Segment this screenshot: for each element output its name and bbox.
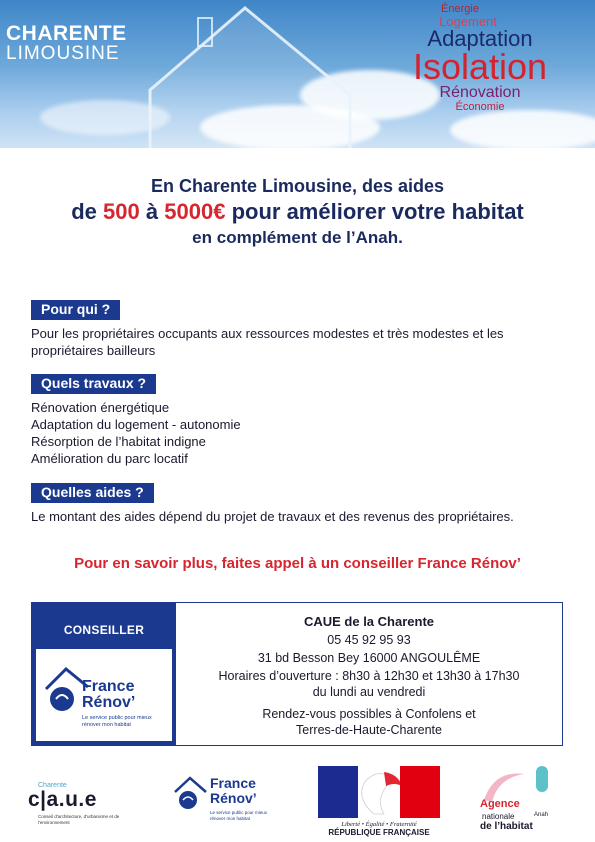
fr-footer-line2: Rénov’	[210, 790, 257, 806]
headline-line2	[0, 197, 595, 227]
headline-rest: pour améliorer votre habitat	[231, 199, 524, 224]
republique-francaise-logo	[318, 760, 440, 837]
caue-small: Charente	[38, 782, 67, 789]
section-title: Pour qui ?	[31, 300, 120, 320]
opening-days: du lundi au vendredi	[312, 685, 426, 699]
logo-line1: CHARENTE	[6, 22, 127, 45]
headline-a: à	[145, 199, 159, 224]
france-renov-footer-logo	[172, 760, 282, 832]
amount-max: 5000€	[164, 199, 226, 224]
fr-brand-line1: France	[82, 678, 135, 695]
rf-name: RÉPUBLIQUE FRANÇAISE	[328, 828, 430, 837]
anah-line3: de l’habitat	[480, 821, 533, 832]
cloud	[450, 110, 595, 148]
section-text: Pour les propriétaires occupants aux ressources modestes et très modestes et les propriétaires bailleurs	[31, 326, 504, 358]
phone-number[interactable]: 05 45 92 95 93	[327, 633, 411, 647]
contact-box	[31, 602, 563, 746]
anah-line2: nationale	[482, 812, 515, 821]
logo-line2: LIMOUSINE	[6, 43, 120, 64]
word-logement: Logement	[439, 14, 497, 29]
rdv-line1: Rendez-vous possibles à Confolens et	[262, 707, 476, 721]
word-energie: Énergie	[441, 3, 479, 15]
rdv-line2: Terres-de-Haute-Charente	[296, 723, 442, 737]
caue-name: c|a.u.e	[28, 788, 97, 811]
address: 31 bd Besson Bey 16000 ANGOULÊME	[257, 651, 481, 665]
france-renov-logo	[36, 649, 172, 741]
contact-details	[176, 603, 562, 745]
word-isolation: Isolation	[412, 46, 548, 87]
conseiller-panel	[32, 603, 176, 745]
france-renov-house-icon	[172, 772, 212, 822]
marianne-flag-icon	[318, 766, 440, 818]
house-outline-icon	[140, 0, 400, 148]
anah-small: Anah	[534, 812, 549, 818]
section-quelles-aides	[31, 482, 561, 525]
org-name: CAUE de la Charente	[303, 614, 435, 629]
charente-limousine-logo	[6, 22, 127, 65]
word-renovation: Rénovation	[439, 84, 521, 101]
section-pour-qui	[31, 299, 561, 359]
fr-tagline: Le service public pour mieux rénover mon habitat	[82, 715, 152, 728]
list-item: Amélioration du parc locatif	[31, 451, 188, 466]
list-item: Adaptation du logement - autonomie	[31, 417, 241, 432]
fr-footer-tagline: Le service public pour mieux rénover mon habitat	[210, 810, 268, 821]
headline-de: de	[71, 199, 97, 224]
headline-line1: En Charente Limousine, des aides	[150, 176, 445, 196]
works-list	[31, 399, 561, 467]
header-banner	[0, 0, 595, 148]
headline	[0, 175, 595, 249]
list-item: Résorption de l’habitat indigne	[31, 434, 206, 449]
fr-brand-line2: Rénov’	[82, 694, 136, 711]
word-economie: Économie	[455, 101, 505, 113]
anah-line1: Agence	[480, 798, 520, 810]
opening-hours: Horaires d’ouverture : 8h30 à 12h30 et 13h30 à 17h30	[218, 669, 520, 683]
rf-motto: Liberté • Égalité • Fraternité	[341, 821, 417, 828]
amount-min: 500	[103, 199, 140, 224]
section-quels-travaux	[31, 373, 561, 467]
section-title: Quelles aides ?	[31, 483, 154, 503]
section-title: Quels travaux ?	[31, 374, 156, 394]
list-item: Rénovation énergétique	[31, 400, 170, 415]
call-to-action: Pour en savoir plus, faites appel à un conseiller France Rénov’	[74, 555, 521, 572]
conseiller-label: CONSEILLER	[63, 623, 145, 637]
caue-sub: Conseil d'architecture, d'urbanisme et de l'environnement	[38, 814, 120, 825]
anah-logo	[474, 760, 569, 832]
section-text: Le montant des aides dépend du projet de travaux et des revenus des propriétaires.	[31, 509, 514, 524]
caue-logo	[28, 760, 138, 832]
headline-line3: en complément de l’Anah.	[192, 228, 403, 247]
fr-footer-line1: France	[210, 775, 256, 791]
word-adaptation: Adaptation	[427, 26, 533, 51]
keyword-cloud	[395, 4, 565, 114]
